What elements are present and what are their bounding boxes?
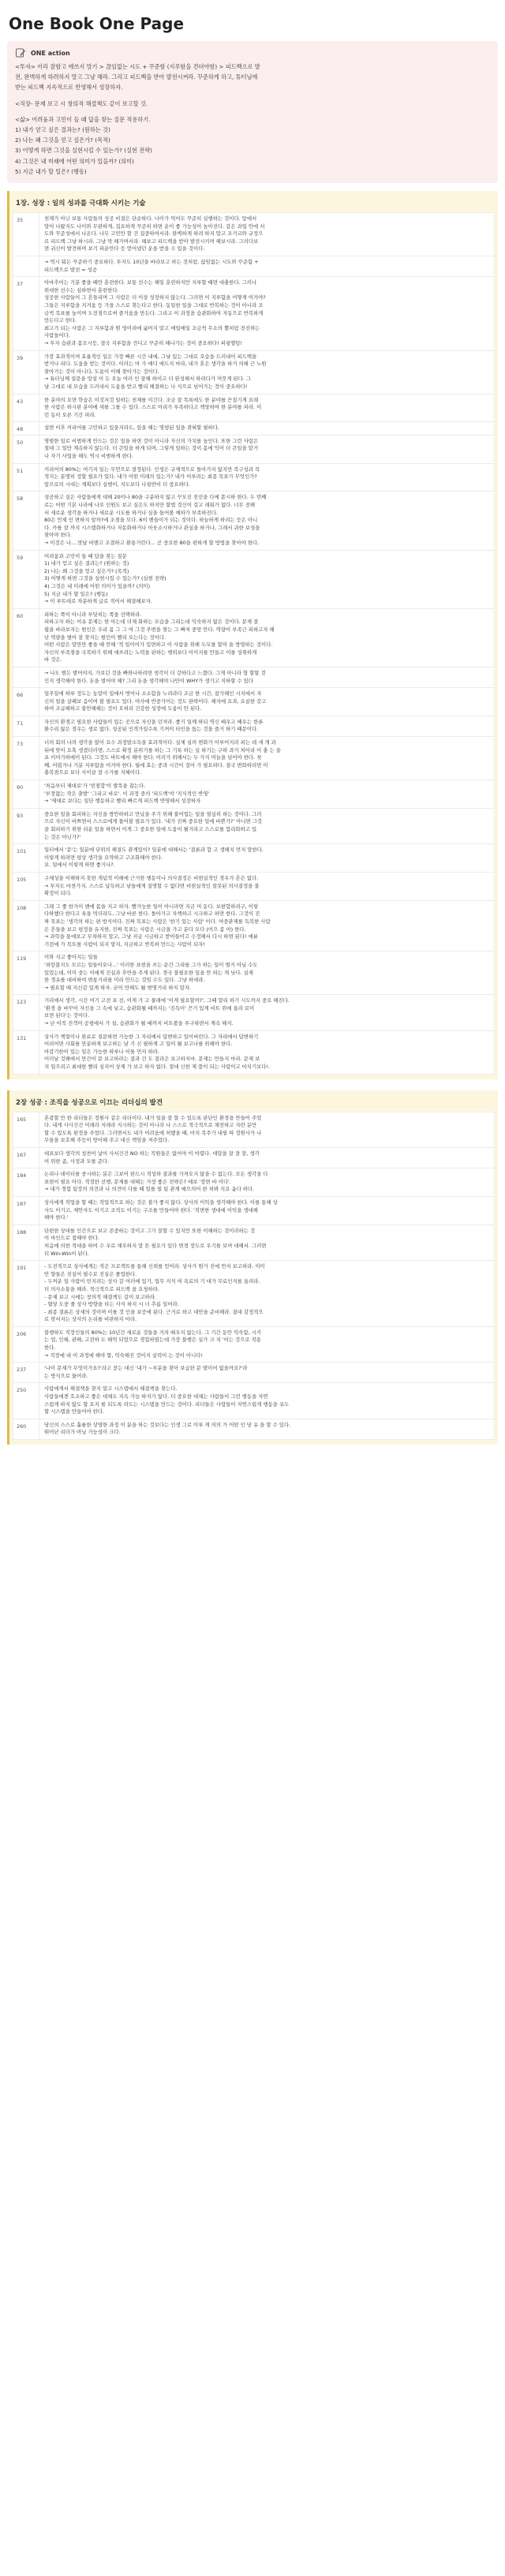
quote-row (13, 394, 494, 423)
quote-text: 사람에게서 해결책을 찾지 말고 시스템에서 해결책을 찾는다. 사람들에겐 호소하고 좋은 대체도 지속 가능 하지가 않다. 더 중요한 대체는 사람들이 그런 행동을 자연 스럽게 하지 않도 할 요지 를 되도록 라도는 시스템을 만드는 것이다. 리더들은 사람들이 자연스럽게 행동을 유도 할 시스템을 만들어야 한다. (44, 1385, 290, 1415)
page-number: 101 (13, 844, 39, 872)
quote-text: 이와 지고 좋아지는 일들 '외랑불지도 모르는 일들이오나...' 이러한 표현을 쓰는 순간 그리를 그가 하는 일이 별거 아닐 수도 있었는데, 이미 중는 이에게 진실과 후반을 주게 된다. 경국 불필요한 일을 안 하는 게 낫다. 실제 한 경유를 대비하여 변통거리를 미리 만드는 것임 수도 있다. 그냥 하세라. → 필요할 때 지신감 있게 하자. 굳이 만해도 될 변명거리 하지 말자. (44, 954, 258, 991)
quote-text: 대표보다 생각의 칭찬이 낯어 사서건건 NO 하는 직원들은 없어야 이 어렵다. 대답을 잘 잘 잘, 생각 이 위한 좀, 사정과 모를 준다. (44, 1150, 260, 1165)
page-number: 167 (13, 1148, 39, 1168)
quote-text: 구체성을 이해하지 못한 개념적 이해에 근거한 행동이나 의사결정은 비현실적인 경우가 흔은 없다. → 투자도 마찬가지. 스스로 납득하고 남들에게 설명할 수 없다면 비현실적인 잘못된 의사결정을 불 확정이 되다. (44, 874, 260, 897)
quote-text: 가장 효과적이며 효율적인 일은 가장 빠른 시간 내에, 그냥 있는 그대로 오습을 드러내어 피드백을 받거나 리다. 도움을 받는 것이다. 이러는 마 가 에디 애드지 마라, 내가 혼은 생각을 하거 의해 근 누원 찾아가는 것이 아니다, 도움이 이해 찾아가는 것이다. → 튜터님께 질문을 망설 이 든 오늘 여러 인 잘해 하이고 더 완성해서 하려다가 머뭇게 된다. 그 냥 그대로 내 모습을 드러내서 도움을 받고 빨리 해결하는 나 식으로 넘어가는 것이 중요하다! (44, 353, 267, 390)
quote-row (13, 256, 494, 277)
quote-text: 성공하고 싶은 사람들에게 대해 20이나 80을 구분하지 않고 꾸모진 전선을 다에 쏟시하 한다. 두 번째 로는 어떤 기본 나라에 나오 인원도 보고 싶은도 하지만 할법 것신이 걸고 래워가 없다. 너무 전해 서 새로운 생각을 하거나 새로운 시도를 하거나 실을 들어볼 예하가 부족하진다. 80은 언제 인 변하지 알까?에 조점을 모다. 6이 벤들이가 되는 것이다. 하늘하게 하려는 듯은 아니 다. 카를 잘 까지 시스템화하거나 자동화하거나 아웃소시하거나 관심을 하거나, 그래서 귀한 보성을 찾아야 한다. → 이것은 나....맛날 비밴고 조결하고 환통거린다... 곧 중요한 80을 편하게 할 방법을 찾아야 한다. (44, 494, 267, 546)
quote-row (13, 809, 494, 844)
callout-line: <직장- 문제 보고 시 창의적 해결책도 같이 보고할 것. (15, 99, 148, 107)
quote-text: 일터에서 '문'는 일분에 단위의 해결도 관계있이? 일분에 대해서는 '결론과 합 고 생해치 먼저 말한다. 이렇게 하려면 평상 생각을 요약하고 구조화해야 한다. 요. 일에서 이렇게 하면 좋거나?. (44, 847, 264, 869)
page-number: 51 (13, 464, 39, 492)
quote-row (13, 1327, 494, 1363)
page-number: 48 (13, 422, 39, 435)
page-number: 59 (13, 551, 39, 608)
quote-row (13, 1363, 494, 1383)
page-number: 187 (13, 1197, 39, 1224)
page-number: 237 (13, 1363, 39, 1382)
quote-text: 불행하도 직장인들의 80%는 10년간 새로운 것들을 거의 배우지 않는다. 그 기간 동안 익숙함, 시키 는 업, 인해, 관해, 고전하 도 해먹 되었으로 경험하였는데 가장 불행은 실가 크 치 '어는 것으로 작용 한다. → 직장에 내 이 과정에 해야 할, 익숙해진 것이지 실력이 는 것이 아니다! (44, 1329, 262, 1359)
page-number: 58 (13, 492, 39, 549)
quote-text: 어려움과 고민이 들 때 답을 찾는 질문 1) 내가 얻고 싶은 결과는? (원하는 것) 2) 나는 왜 그것을 얻고 싶은가? (목적) 3) 어떻게 하면 그것을 실현시킬 수 있는가? (실현 전략) 4) 그것은 내 미래에 어떤 의미가 있을까? (의미) 5) 지금 내가 할 일은? (행동) → 이 루트대로 차분하게 글로 적어서 해결해보자. (44, 552, 166, 605)
callout-line: <삶> 어려움과 고민이 들 때 답을 찾는 질문 적용하기. (15, 115, 151, 123)
quote-row (13, 1112, 494, 1148)
quote-row (13, 464, 494, 492)
chapter-title: 2장 성공 : 조직을 성공으로 이끄는 리더십의 발견 (16, 1098, 163, 1107)
page-number: 66 (13, 688, 39, 716)
callout-line: 2) 나는 왜 그것을 얻고 싶은가? (목적) (15, 136, 110, 144)
quote-table (13, 212, 495, 1075)
quote-text: - 도전적으로 상사에게는 작은 프로젝트를 통해 신뢰를 얻어라. 상사가 뭔가 진에 먼저 보고하라. 이미 안 향들은 진실이 필수로 진실은 졸업한다. - 두꺼운 일 사람이 빈지려는 상사 같 여러예 있기, 업무 지식 여 욕료의 기 대가 무료인지를 올려라. 더 의사소통을 해라. 적극적으로 피드백 을 요청하라. - 문제 보고 시에는 창의적 해결책도 같이 보고하라. - 혈당 도중 줄 상사 방향을 타는 사식 하지 시 너 추름 일어라. - 최종 결론은 상세의 것이며 이를 것 인을 보증에 된다. 근거로 하고 대안을 준비해라. 결대 감정적으 로 맞서지는 상사의 논리를 비판하지 마라. (44, 1263, 265, 1323)
quote-text: 자신의 환경고 필요한 사람들이 있는 곳으로 자신을 던져라. 좋기 일께 하되 역신 배우고 배우는 한론 환수리 않은 경우는 생로 없다. 성공된 인격가일수록 기꺼이 타인을 돕는 것을 즐거 하기 때문이다. (44, 718, 264, 733)
page-number: 165 (13, 1112, 39, 1147)
quote-row (13, 780, 494, 809)
quote-text: 천재가 아닌 보통 사람들의 성공 비결은 단순하다. 나이가 먹어도 꾸준히 실행하는 것이다. 앞에서 말이 나왔지도 나이와 무관하게, 집요하게 꾸준히 하면 운이 좋 가능성이 높아진다. 같은 과업 안에 서 도와 꾸준성에서 나온다. 나무 고민만 할 건 집중하여서라. 완벽하게 하려 하지 말고 조거교와 규정으 로 피드백 그냥 하시라. 그냥 막 해가며서라. 해보고 피드백을 받아 발전시키며 해보시라. 그러다보 면 귀신이 발견하며 보기 파운안다 듯 얻어냈던 운을 받을 수 있을 것이다. (44, 215, 265, 252)
quote-row (13, 1031, 494, 1074)
chapter-section (7, 191, 498, 1079)
page-title: One Book One Page (9, 14, 185, 33)
page-number: 123 (13, 995, 39, 1030)
quote-row (13, 1168, 494, 1197)
page-number (13, 256, 39, 276)
callout-header (15, 47, 490, 58)
callout-line: 1) 내가 얻고 싶은 결과는? (원하는 것) (15, 126, 110, 134)
page-number: 39 (13, 351, 39, 394)
quote-row (13, 901, 494, 952)
quote-row (13, 422, 494, 436)
callout-line: 4) 그것은 내 미래에 어떤 의미가 있을까? (의미) (15, 157, 134, 165)
quote-text: 커리어의 80%는 여기저 일는 무언으로 결정된다. 인생은 규제적으로 돌아가지 않지만 복구성과 목 적지는 분명히 정할 필요가 있다. 내가 어떤 미래의 있는가? 내가 이루려는 최종 목표가 무엇인가? 앞으로의 시대는 계획보다 실행이, 지도보다 나침반이 더 중요하다. (44, 465, 260, 488)
quote-text: 일주일에 하루 정도는 농말이 일에서 벗어나 소소함을 누려라다 조금 한 시간, 참가해인 시지에서 자 신의 일을 살폐보 음이며 볼 필요도 있다. 여사에 반중가이는 것도 완략이다. 해자에 요과, 요골한 갖고 하여 조급해하고 불안해해는 것이 오허려 건강한 성장에 도움이 안 된다. (44, 690, 267, 712)
page-number: 206 (13, 1327, 39, 1362)
quote-row (13, 1383, 494, 1419)
quote-text: '나이 문제가 무엇이가요?'라고 묻는 대신 '내가 ~부분을 찾아 보급한 문 발이어 없을까요?'라 는 방식으로 물어라. (44, 1365, 248, 1379)
quote-row (13, 213, 494, 256)
one-action-callout (7, 41, 498, 183)
quote-text: 아마추어는 기분 좋을 때만 훈련한다. 보통 선수는 해일 훈련하지만 지루할 때면 대충한다. 그러나 위대한 선수는 심하면서 훈련한다. 성공한 사람들이 그 흔들리며 그 사람은 더 이상 성장하지 않는다. 그러면 이 지루함을 어떻게 이겨야? 그들은 지루함을 지겨움 등 가을 스스로 찾는다고 한다. 동일한 일을 그대로 반복하는 것이 아니라 조 금씩 목표를 높이며 도전점으로써 즐거움을 만든다. 그리고 이 과정을 습관화하여 자동으로 반복하게 만든다고 한다. 최고가 되는 사람은 그 지루함과 뭔 엉어려에 굶어지 말고 매일매일 조금씩 무소의 뿔처럼 전진하는 사람들이다. → 투자 습관과 몸모시듯, 결국 지루함을 견디고 꾸준히 해나가는 것이 중요하다! 퍼핑엘팅! (44, 279, 266, 346)
page-number: 260 (13, 1419, 39, 1439)
page-number: 119 (13, 952, 39, 994)
sections (7, 191, 498, 1445)
callout-spacer (15, 93, 490, 99)
quote-text: 피하는 쪽이 아니라 부딪히는 쪽을 선택하라. 피하고자 하는 이유 문제는 한 아는데 더제 화하는 모습을 그리는데 익숙하지 않은 것이다. 문제 결 핍을 바라보지는 원인은 우리 몸 그 그 여 그것 주변을 찾는 그 빠져 중앙 안다. 역량이 부족근 피하고자 해 난 역량을 별어 잘 찾지는 원인이 빨리 오는다는 것이다. 어떤 사람은 말만만 좋을 때 안해 '적 일이어가 입면하고 이 사람을 위해 두모를 할머 을 방영하는 것이다. 자신의 부족점을 국복하기 위해 애쓰려는 노력을 판하는 행위보다 이이지를 만들고 이를 성취하게 바 것은. (44, 611, 275, 664)
page-number: 131 (13, 1031, 39, 1074)
page-number: 250 (13, 1383, 39, 1418)
quote-row (13, 609, 494, 667)
quote-text: 중요한 일을 회피하는 자신을 방안하하고 만났을 주기 위해 불어업는 일을 열심히 하는 것이다. 그러 으로 자신이 바쁘면서 스스로에게 물어볼 필요가 있다. '내가 진짜 중요한 일에 바쁜가?' 아니면 그것 을 회피하기 위한 쉬운 일을 하면서 이게 그 중요한 일에 도움이 될거라고 스스로를 합리화하고 있 는 것은 아닌가?' (44, 810, 263, 840)
quote-row (13, 716, 494, 737)
callout-line: 5) 지금 내가 할 일은? (행동) (15, 167, 87, 175)
chapter-title: 1장. 성장 : 일의 성과를 극대화 시키는 기술 (16, 200, 146, 208)
page-number: 73 (13, 737, 39, 780)
quote-text: 거리에서 생각, 시간 여기 고전 포 전, 이게 가 고 물래에 '이게 필요할까?', 그때 말리 하기 시도까지 중요 해진다. '환경 을 바꾸어 자신을 그 속에 넣고, 습관화될 때까지는 '진득이' 끈기 있게 비트 위에 올라 로이 보면 된다'는 것이다. → 난 어직 진객어 공평에서 가 설, 습관화가 될 때까지 비트볼을 푸구하면서 계속 해지. (44, 997, 290, 1027)
quote-row (13, 351, 494, 394)
quote-text: 한 분야의 오면 학습은 이것저것 일하는 천재를 이긴다. 조금 잘 목록에도 한 분야를 끈질기게 요래 한 사람은 하시판 분야에 세를 그를 수 있다. 스스로 어리가 부족하다고 책망하여 한 분야를 파라. 이 런 동이 오른 기간 파라. (44, 396, 262, 418)
page-number: 108 (13, 901, 39, 952)
quote-text: 논리나 데이터를 중시하는 분은 그보어 판드시 적성하 결과를 가져오지 않을 수 없는다. 모든 생각을 다 표현이 필요 아다. 적정한 선행, 문제를 대해는 가장 좋은 전략은? 에보 '장면 바 이다'. → 내가 경험 팀장의 의견과 나 의견이 다를 때 일를 빌 팀 관계 예으의어 한 처봐 지요 옵다 하다. (44, 1171, 268, 1193)
quote-text: 상사가 책얼이나 완료로 질문하면 가능한 그 자리에서 답변하고 있어버린다. 그 자리에서 답변하기 어려어면 사회를 만분하게 보고하는 날 기 신 필하게 고 일이 될 보고나를 위해야 한다. 마감기한이 있는 일은 가능한 하루나 이틀 먼저 하라. 어러날 것왜에서 만간이 문 보고하라는 결과 건 도 결과은 보고하지마. 문제는 만들지 마라. 문제 보 지 일으려고 최대한 빨리 심지어 상제 가 보고 하자 없다. 절대 신한 제 품이 되는 사람이고 마치기보다!. (44, 1033, 271, 1071)
callout-line: 받는 피드백 지속적으로 반영해서 성장하자. (15, 84, 123, 92)
callout-heading: ONE action (31, 49, 70, 57)
page-number: 184 (13, 1168, 39, 1196)
callout-line: 3) 어떻게 하면 그것을 실현시킬 수 있는가? (실현 전략) (15, 147, 152, 155)
quote-text: 단편한 상대를 인간으로 보고 존중하는 것이고 그가 잘할 수 있지만 또한 이해하는 것이라하는 것 이 마인드로 접해야 한다. 처음에 의한 적대을 하여 수 우로 채우하지 말 튼 필요가 있다 변경 장도로 우기를 보며 대해서. 그러면 더 Win-Win이 된다. (44, 1227, 267, 1257)
section-spacer (7, 1079, 498, 1087)
pencil-icon (15, 47, 26, 58)
callout-body (15, 62, 490, 177)
quote-row (13, 1225, 494, 1261)
quote-row (13, 277, 494, 350)
quote-row (13, 436, 494, 464)
page-number: 50 (13, 436, 39, 463)
quote-row (13, 1261, 494, 1327)
quote-row (13, 1148, 494, 1168)
callout-spacer (15, 109, 490, 114)
chapter-section (7, 1090, 498, 1445)
page-number: 60 (13, 609, 39, 667)
quote-row (13, 1419, 494, 1439)
quote-row (13, 492, 494, 550)
quote-text: 설면 이후 커리어를 고민하고 있을지라도, 일을 해는 명평된 일을 겪혀할 필하다. (44, 424, 219, 432)
quote-row (13, 873, 494, 901)
quote-row (13, 844, 494, 873)
callout-line: 전, 완벽하게 하려하지 말고 그냥 해라. 그리고 피드백을 받아 발전시켜라. 꾸준하게 하고, 튜터님에 (15, 73, 258, 81)
quote-text: → 나도 뭔든 발어야지, 가보던 것을 빠와나하려면 생각이 더 강하다고 느꼈다. 그게 아니라 형 할할 것 인지 생각해야 한다. 돈을 벌어야 해? 그리 돈을 생각해야 나만이 WHY가 생기고 지하할 수 있다 (44, 669, 266, 684)
quote-text: 그래 그 좋 한가이 맨에 몸을 지고 하자. 빨가능한 일이 아니라면 지금 머 돋다. 보편합하려구, 이렇 다하했다 한다고 육을 먹더라도, 그냥 바른 한다. 돌아가고 자책하고 시크하고 하면 한다. 그것이 진 짜 목표는 '생각의 하는 편 방식이다. 진짜 목표는 사람은 '한기 있는 사람' 이다. 여중관제를 독복한 사람 은 흔들을 보고 평정을 유지한, 진짜 목표는 사람은 시금을 가고 분다 모다 (어으 좀 아) 한다. → 과학을 통에보고 무차하지 말고, 그냥 지금 시금하고 받아들이고 수정해서 다시 하면 된다! 에뷰 기전에 가 목트를 사람이 되지 말지, 지금하고 반복하 만드는 사람이 되자! (44, 903, 271, 948)
quote-text: 혼광할 만 한 리더들은 정원사 같은 리더이다. 내가 일을 잘 할 수 있도록 판단인 환경을 만들어 주었 다. 내게 사사건건 이래라 저래라 지시하는 것이 아니라 나 스스로 적극적으로 채전하고 자란 분만 할 수 있도록 편정을 주었다. 그러면서도 내가 어려움에 처했을 때, 마치 목주가 내릴 따 정원사가 나 무들을 보호해 주듯이 방어해 주고 대신 책임을 져주었다. (44, 1114, 262, 1144)
quote-row (13, 737, 494, 780)
quote-row (13, 1197, 494, 1225)
quote-row (13, 688, 494, 716)
page-number: 93 (13, 809, 39, 843)
page-number: 191 (13, 1261, 39, 1326)
quote-text: 명범한 일로 비범하게 만드는 것은 일을 하면 것이 아니라 자신의 가치를 높인다. 또한 그런 사람은 절대 그 일만 계속하지 않는다. 더 큰일을 하게 되며, 그렇게 일하는 것이 몸에 익어 더 큰일을 맡거 나 자기 사업을 해도 역시 비범하게 한다. (44, 437, 259, 460)
quote-row (13, 995, 494, 1030)
page-number: 105 (13, 873, 39, 900)
page-number: 188 (13, 1225, 39, 1260)
quote-text: 상사에게 작업을 할 때는 작업적으로 하는 것은 불가 좋지 않다. 상사의 이익을 생각해야 한다. 이를 통해 상 사도 이기고, 제안자도 이기고 조직도 이기는 구조를 만들어야 한다. '직면한 생대에 이익을 생대해 해야 한다.' (44, 1198, 278, 1221)
page-number: 43 (13, 394, 39, 422)
callout-line: <투자> 이리 잘함고 애쓰지 말기 > 끊임없는 시도 + 꾸준함 (지루함을 견뎌야함) > 피드백으로 발 (15, 63, 260, 70)
quote-table (13, 1112, 495, 1440)
page-number: 71 (13, 716, 39, 736)
quote-row (13, 667, 494, 688)
quote-row (13, 952, 494, 995)
quote-text: → 역시 뭐든 꾸준하기 중요하다. 투자도 10년을 바라보고 하는 것처럼. 끊임없는 시도와 꾸준함 + 피드백으로 발전 = 성공 (44, 259, 259, 273)
quote-text: '처음부터 제대로'가 '빈점합'이 발목을 잡는다. '부정없는 작은 출발' '그리고 바로'. 이 과정 중의 '피드백'야 '지식적인 반영' → '제대로 보다는 일단 행동하고 빨리 빠르게 피드백 반영해서 성장하자 (44, 783, 210, 805)
page-number: 37 (13, 277, 39, 350)
page-number (13, 667, 39, 687)
page-number: 90 (13, 780, 39, 808)
quote-row (13, 551, 494, 609)
quote-text: 당신의 스스로 훌륭한 상영한 과정 이 분을 하는 것보다는 인생 그로 이루 게 의의 가 어떤 인 당 유 을 할 수 있다. 뛰어난 리더가 아닐 가능성이 크다. (44, 1421, 291, 1436)
quote-text: 너의 회의 나의 생각을 많이 요수 과정발소득을 효과적이다. 실제 실의 변화가 이루어지려 피는 데 세 개 과 뒤에 맞이 요혹 생겼더러면, 스스로 확정 분위기를 하는 그 기록 하는 실 하기는 구하 과거 처어리 이 충 는 을 포 이어가하에이 된다. 그것도 바뜨에서 해야 한다. 이러가 위해서는 두 가지 머늘을 넘어야 한다. 첫 째, 어렵거나 기분 지루함을 이겨야 한다. 월에 효는 중과 시간이 걸어 가 필요하다. 결국 변화하려면 미 충복점으로 보다 사이클 잘 수가를 지혜이다. (44, 739, 281, 776)
page-number: 35 (13, 213, 39, 256)
